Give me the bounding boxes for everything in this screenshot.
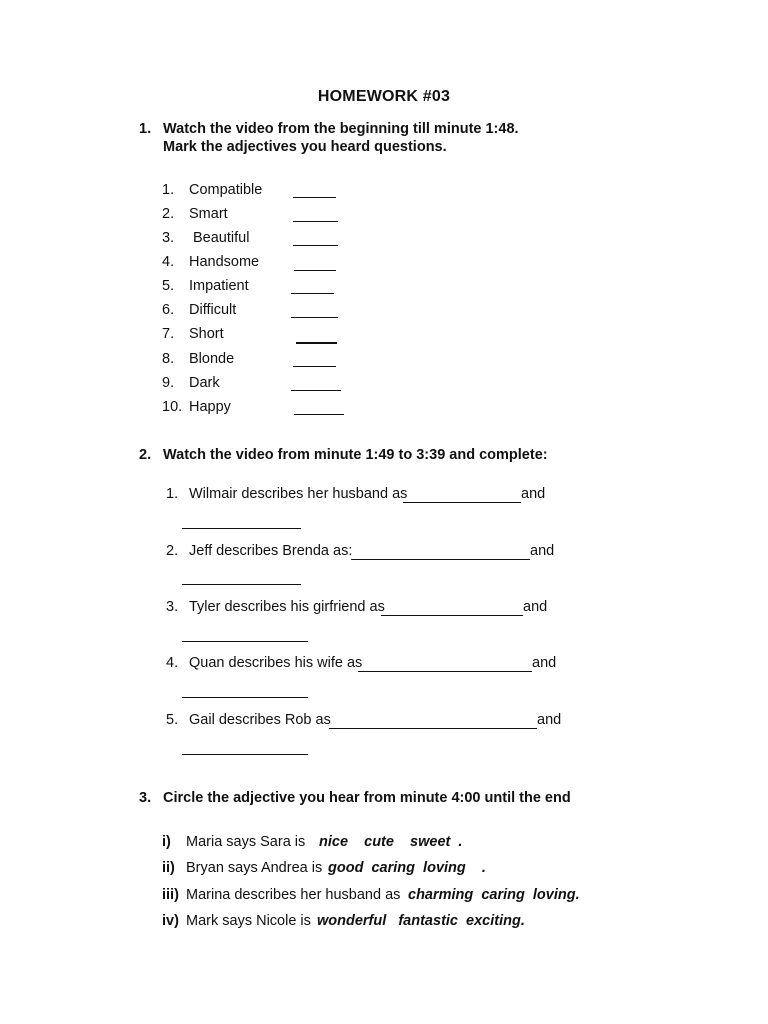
q3-item-number: ii)	[162, 860, 175, 876]
q1-instruction-line2: Mark the adjectives you heard questions.	[163, 139, 447, 155]
q1-item-word: Beautiful	[193, 230, 250, 246]
q1-item-word: Short	[189, 326, 224, 342]
q2-item-number: 2.	[166, 543, 179, 559]
q2-answer-blank-2[interactable]	[182, 584, 301, 585]
q2-item-text: Gail describes Rob as	[189, 712, 331, 728]
q1-answer-blank[interactable]	[293, 366, 336, 367]
q1-item-number: 4.	[162, 254, 175, 270]
q1-answer-blank[interactable]	[294, 270, 336, 271]
q1-item-number: 8.	[162, 351, 175, 367]
q2-answer-blank-1[interactable]	[351, 559, 530, 560]
q3-item-number: i)	[162, 834, 171, 850]
q1-item-number: 10.	[162, 399, 183, 415]
q1-answer-blank[interactable]	[293, 245, 338, 246]
q1-answer-blank[interactable]	[291, 390, 341, 391]
q3-item-text: Marina describes her husband as	[186, 887, 401, 903]
q3-item-number: iii)	[162, 887, 179, 903]
q3-item-number: iv)	[162, 913, 179, 929]
q2-item-and: and	[530, 543, 555, 559]
q1-item-word: Happy	[189, 399, 231, 415]
q2-item-and: and	[523, 599, 548, 615]
q3-instruction: Circle the adjective you hear from minute 4:00 until the end	[163, 790, 571, 806]
q2-item-number: 5.	[166, 712, 179, 728]
q1-item-number: 7.	[162, 326, 175, 342]
q2-item-text: Wilmair describes her husband as	[189, 486, 408, 502]
q1-answer-blank[interactable]	[293, 221, 338, 222]
q1-number: 1.	[139, 121, 152, 137]
q2-answer-blank-1[interactable]	[403, 502, 521, 503]
q2-item-number: 4.	[166, 655, 179, 671]
q3-item-choices[interactable]: good caring loving .	[328, 860, 486, 876]
q2-answer-blank-2[interactable]	[182, 641, 308, 642]
q1-item-word: Impatient	[189, 278, 249, 294]
q3-item-choices[interactable]: nice cute sweet .	[319, 834, 463, 850]
q2-instruction: Watch the video from minute 1:49 to 3:39 and complete:	[163, 447, 548, 463]
q1-item-word: Dark	[189, 375, 220, 391]
page-title: HOMEWORK #03	[317, 88, 451, 105]
q2-item-and: and	[537, 712, 562, 728]
q3-item-text: Mark says Nicole is	[186, 913, 311, 929]
q2-item-number: 1.	[166, 486, 179, 502]
q2-answer-blank-2[interactable]	[182, 754, 308, 755]
q1-item-number: 2.	[162, 206, 175, 222]
q1-item-word: Compatible	[189, 182, 263, 198]
q3-item-text: Maria says Sara is	[186, 834, 306, 850]
q1-item-word: Difficult	[189, 302, 237, 318]
q2-item-text: Tyler describes his girfriend as	[189, 599, 385, 615]
q2-number: 2.	[139, 447, 152, 463]
q1-item-number: 5.	[162, 278, 175, 294]
q2-item-and: and	[532, 655, 557, 671]
q2-item-text: Quan describes his wife as	[189, 655, 363, 671]
q1-instruction-line1: Watch the video from the beginning till minute 1:48.	[163, 121, 519, 137]
q1-item-number: 6.	[162, 302, 175, 318]
q2-item-number: 3.	[166, 599, 179, 615]
q1-item-number: 9.	[162, 375, 175, 391]
q3-item-choices[interactable]: wonderful fantastic exciting.	[317, 913, 525, 929]
q2-item-text: Jeff describes Brenda as:	[189, 543, 353, 559]
q1-answer-blank[interactable]	[294, 414, 344, 415]
q3-number: 3.	[139, 790, 152, 806]
q1-answer-blank[interactable]	[291, 317, 338, 318]
q3-item-text: Bryan says Andrea is	[186, 860, 323, 876]
q1-item-word: Blonde	[189, 351, 235, 367]
q2-answer-blank-2[interactable]	[182, 528, 301, 529]
q2-answer-blank-1[interactable]	[358, 671, 532, 672]
q1-answer-blank[interactable]	[293, 197, 336, 198]
q1-item-word: Handsome	[189, 254, 260, 270]
q2-answer-blank-1[interactable]	[381, 615, 523, 616]
q1-item-word: Smart	[189, 206, 228, 222]
q2-item-and: and	[521, 486, 546, 502]
q1-item-number: 1.	[162, 182, 175, 198]
q1-answer-blank[interactable]	[291, 293, 334, 294]
q2-answer-blank-2[interactable]	[182, 697, 308, 698]
q1-item-number: 3.	[162, 230, 175, 246]
q3-item-choices[interactable]: charming caring loving.	[408, 887, 580, 903]
q1-answer-blank[interactable]	[296, 342, 337, 344]
q2-answer-blank-1[interactable]	[329, 728, 537, 729]
